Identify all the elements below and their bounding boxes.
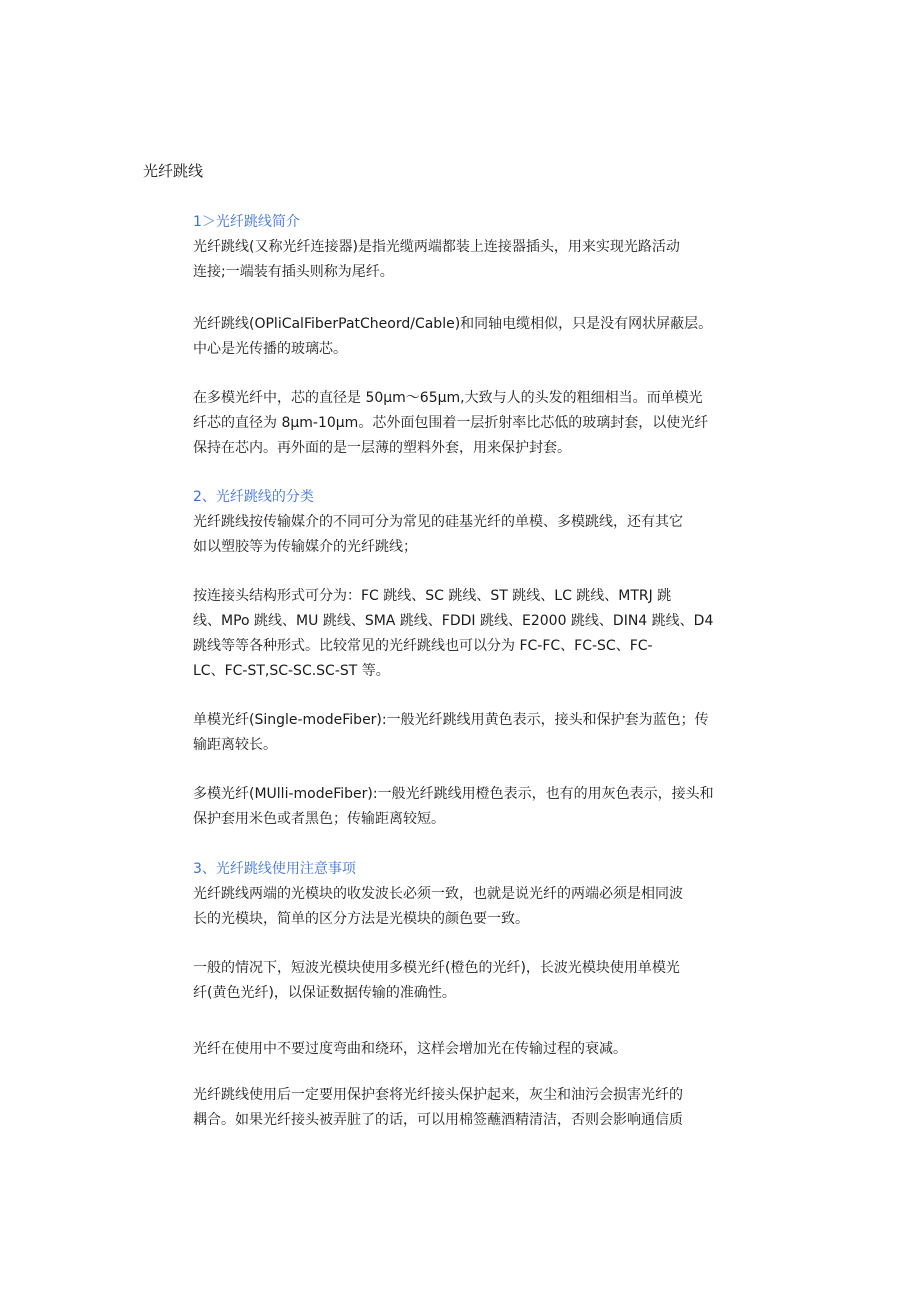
text-line: 中心是光传播的玻璃芯。	[193, 341, 347, 357]
text-line: 连接;一端装有插头则称为尾纤。	[193, 264, 394, 280]
text-line: 长的光模块，简单的区分方法是光模块的颜色要一致。	[193, 911, 529, 927]
paragraph	[193, 510, 753, 560]
section-intro-para-2	[193, 312, 753, 362]
text-line: 光纤跳线(OPliCalFiberPatCheord/Cable)和同轴电缆相似，只是没有网状屏蔽层。	[193, 316, 713, 332]
section-classification	[193, 485, 753, 560]
paragraph	[193, 782, 753, 832]
section-classification-para-2	[193, 584, 753, 684]
text-line: 线、MPo 跳线、MU 跳线、SMA 跳线、FDDI 跳线、E2000 跳线、DIN4 跳线、D4	[193, 613, 714, 629]
text-line: 纤(黄色光纤)，以保证数据传输的准确性。	[193, 985, 456, 1001]
text-line: LC、FC-ST,SC-SC.SC-ST 等。	[193, 663, 390, 679]
text-line: 耦合。如果光纤接头被弄脏了的话，可以用棉签蘸酒精清洁，否则会影响通信质	[193, 1112, 683, 1128]
text-line: 如以塑胶等为传输媒介的光纤跳线；	[193, 539, 417, 555]
text-line: 光纤跳线两端的光模块的收发波长必须一致，也就是说光纤的两端必须是相同波	[193, 886, 683, 902]
section-usage-notes-para-4	[193, 1083, 753, 1133]
section-classification-para-4	[193, 782, 753, 832]
section-usage-notes-para-2	[193, 956, 753, 1006]
paragraph	[193, 1037, 753, 1062]
text-line: 输距离较长。	[193, 737, 277, 753]
text-line: 跳线等等各种形式。比较常见的光纤跳线也可以分为 FC-FC、FC-SC、FC-	[193, 638, 653, 654]
section-classification-para-3	[193, 708, 753, 758]
paragraph	[193, 1083, 753, 1133]
paragraph	[193, 708, 753, 758]
text-line: 一般的情况下，短波光模块使用多模光纤(橙色的光纤)，长波光模块使用单模光	[193, 960, 680, 976]
text-line: 保护套用米色或者黑色；传输距离较短。	[193, 811, 445, 827]
paragraph	[193, 235, 753, 285]
section-heading: 1＞光纤跳线简介	[193, 214, 300, 230]
text-line: 光纤跳线按传输媒介的不同可分为常见的硅基光纤的单模、多模跳线，还有其它	[193, 514, 683, 530]
paragraph	[193, 312, 753, 362]
text-line: 单模光纤(Single-modeFiber):一般光纤跳线用黄色表示，接头和保护套为蓝色；传	[193, 712, 709, 728]
page-title: 光纤跳线	[143, 162, 204, 180]
text-line: 纤芯的直径为 8μm-10μm。芯外面包围着一层折射率比芯低的玻璃封套，以使光纤	[193, 415, 709, 431]
paragraph	[193, 386, 753, 461]
text-line: 按连接头结构形式可分为：FC 跳线、SC 跳线、ST 跳线、LC 跳线、MTRJ 跳	[193, 588, 672, 604]
text-line: 光纤跳线使用后一定要用保护套将光纤接头保护起来，灰尘和油污会损害光纤的	[193, 1087, 683, 1103]
section-intro-para-3	[193, 386, 753, 461]
text-line: 多模光纤(MUlli-modeFiber):一般光纤跳线用橙色表示，也有的用灰色表示，接头和	[193, 786, 714, 802]
text-line: 光纤在使用中不要过度弯曲和绕环，这样会增加光在传输过程的衰减。	[193, 1041, 627, 1057]
text-line: 光纤跳线(又称光纤连接器)是指光缆两端都装上连接器插头，用来实现光路活动	[193, 239, 680, 255]
section-usage-notes-para-3	[193, 1037, 753, 1062]
section-heading: 2、光纤跳线的分类	[193, 489, 314, 505]
section-heading: 3、光纤跳线使用注意事项	[193, 861, 356, 877]
paragraph	[193, 956, 753, 1006]
paragraph	[193, 882, 753, 932]
text-line: 在多模光纤中，芯的直径是 50μm～65μm,大致与人的头发的粗细相当。而单模光	[193, 390, 703, 406]
section-intro	[193, 210, 753, 285]
paragraph	[193, 584, 753, 684]
text-line: 保持在芯内。再外面的是一层薄的塑料外套，用来保护封套。	[193, 440, 571, 456]
section-usage-notes	[193, 857, 753, 932]
